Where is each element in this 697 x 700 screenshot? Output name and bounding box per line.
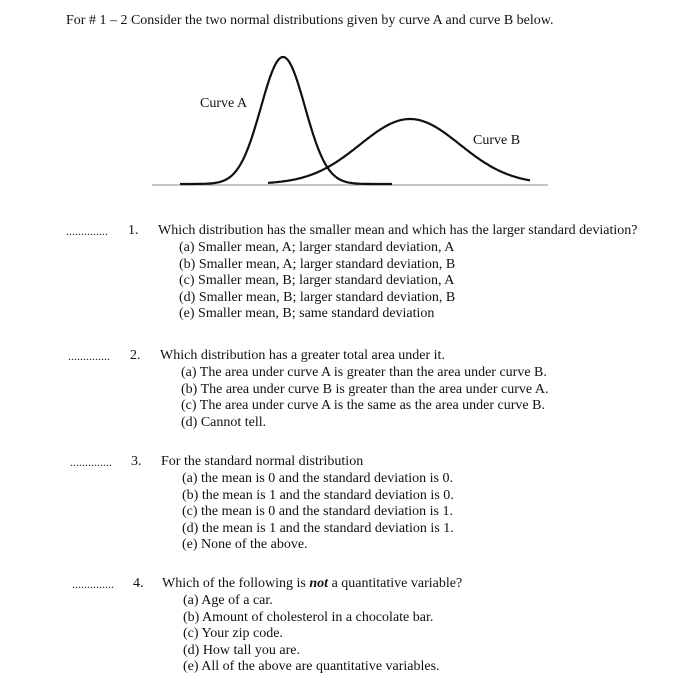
- curves-svg: [0, 0, 697, 210]
- curve-b: [268, 119, 530, 183]
- answer-blank[interactable]: ..............: [68, 349, 110, 363]
- option-d: (d) Smaller mean, B; larger standard deviation, B: [179, 289, 456, 305]
- question-number: 2.: [130, 348, 141, 363]
- option-c: (c) The area under curve A is the same as the area under curve B.: [181, 398, 545, 413]
- option-a: (a) the mean is 0 and the standard deviation is 0.: [182, 471, 453, 486]
- question-text-before: Which of the following is: [162, 576, 310, 591]
- intro-text: For # 1 – 2 Consider the two normal distributions given by curve A and curve B below.: [66, 13, 554, 28]
- answer-blank[interactable]: ..............: [70, 455, 112, 469]
- question-text: For the standard normal distribution: [161, 454, 364, 469]
- option-e: (e) All of the above are quantitative variables.: [183, 659, 440, 674]
- option-d: (d) How tall you are.: [183, 642, 301, 658]
- question-number: 3.: [131, 454, 142, 469]
- option-a: (a) Smaller mean, A; larger standard deviation, A: [179, 240, 455, 255]
- question-number: 1.: [128, 223, 139, 238]
- curve-a: [180, 57, 392, 184]
- option-e: (e) Smaller mean, B; same standard deviation: [179, 306, 435, 321]
- question-text: Which distribution has a greater total area under it.: [160, 348, 445, 363]
- question-text-after: a quantitative variable?: [328, 576, 463, 591]
- answer-blank[interactable]: ..............: [66, 224, 108, 238]
- question-3: [70, 454, 690, 554]
- curve-a-label: Curve A: [200, 96, 248, 111]
- option-b: (b) The area under curve B is greater than the area under curve A.: [181, 381, 549, 397]
- answer-blank[interactable]: ..............: [72, 577, 114, 591]
- option-c: (c) Smaller mean, B; larger standard deviation, A: [179, 273, 455, 288]
- option-c: (c) Your zip code.: [183, 626, 283, 641]
- question-number: 4.: [133, 576, 144, 591]
- option-b: (b) the mean is 1 and the standard deviation is 0.: [182, 487, 454, 503]
- question-2: [68, 348, 688, 431]
- question-text: Which distribution has the smaller mean and which has the larger standard deviation?: [158, 223, 638, 238]
- option-d: (d) the mean is 1 and the standard deviation is 1.: [182, 520, 454, 536]
- question-4: [72, 576, 692, 676]
- option-e: (e) None of the above.: [182, 537, 308, 552]
- question-text: [162, 576, 462, 593]
- option-b: (b) Smaller mean, A; larger standard deviation, B: [179, 256, 456, 272]
- question-1: [66, 223, 686, 323]
- option-a: (a) The area under curve A is greater than the area under curve B.: [181, 365, 547, 380]
- option-d: (d) Cannot tell.: [181, 414, 267, 430]
- option-b: (b) Amount of cholesterol in a chocolate bar.: [183, 609, 434, 625]
- option-a: (a) Age of a car.: [183, 593, 273, 608]
- normal-curves-figure: [0, 0, 697, 210]
- curve-b-label: Curve B: [473, 133, 521, 148]
- option-c: (c) the mean is 0 and the standard deviation is 1.: [182, 504, 453, 519]
- question-text-emphasis: not: [309, 576, 329, 591]
